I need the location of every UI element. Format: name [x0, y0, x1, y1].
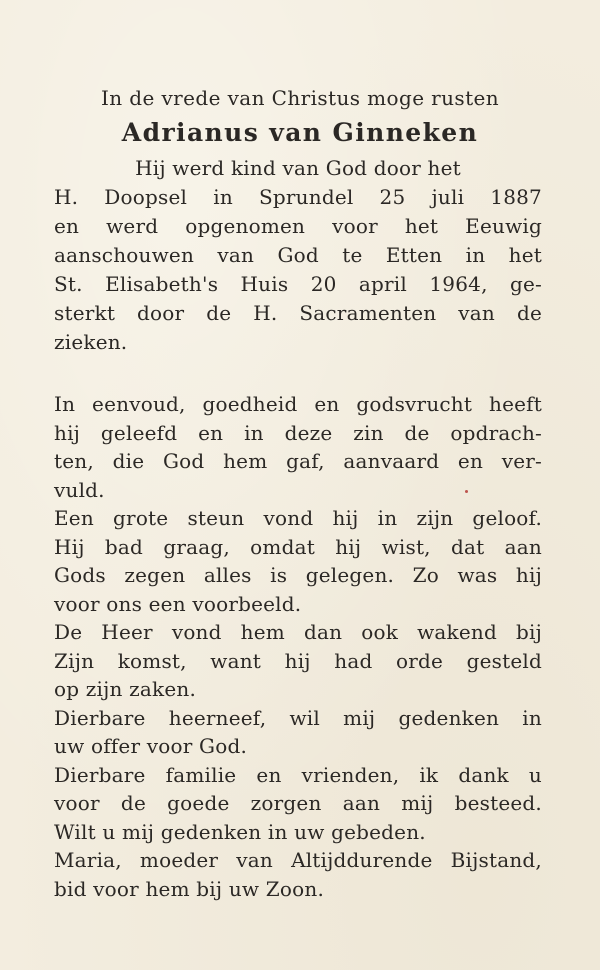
tribute-line: In eenvoud, goedheid en godsvrucht heeft	[54, 392, 542, 416]
tribute-line: Een grote steun vond hij in zijn geloof.	[54, 506, 542, 530]
bio-line: aanschouwen van God te Etten in het	[54, 243, 542, 267]
bio-line: sterkt door de H. Sacramenten van de	[54, 301, 542, 325]
tribute-line: Wilt u mij gedenken in uw gebeden.	[54, 819, 426, 844]
tribute-line: Maria, moeder van Altijddurende Bijstand,	[54, 848, 542, 872]
tribute-line: op zijn zaken.	[54, 677, 197, 701]
tribute-line: uw offer voor God.	[54, 734, 248, 758]
bio-line: St. Elisabeth's Huis 20 april 1964, ge-	[54, 272, 542, 296]
bio-line: en werd opgenomen voor het Eeuwig	[54, 214, 542, 238]
tribute-line: Gods zegen alles is gelegen. Zo was hij	[54, 563, 542, 587]
tribute-line: Dierbare heerneef, wil mij gedenken in	[54, 705, 542, 730]
tribute-line: Hij bad graag, omdat hij wist, dat aan	[54, 534, 542, 559]
opening-line: In de vrede van Christus moge rusten	[100, 86, 500, 110]
tribute-line: Zijn komst, want hij had orde gesteld	[54, 648, 542, 673]
tribute-line: voor ons een voorbeeld.	[54, 591, 302, 616]
tribute-text	[54, 390, 542, 903]
tribute-line: vuld.	[54, 477, 105, 502]
deceased-name: Adrianus van Ginneken	[121, 118, 479, 147]
bio-line: Hij werd kind van God door het	[135, 156, 461, 180]
biography-text	[54, 154, 542, 357]
ink-speck	[465, 490, 468, 493]
tribute-line: De Heer vond hem dan ook wakend bij	[54, 620, 542, 644]
bio-line: H. Doopsel in Sprundel 25 juli 1887	[54, 185, 542, 209]
tribute-line: hij geleefd en in deze zin de opdrach-	[54, 420, 542, 445]
tribute-line: bid voor hem bij uw Zoon.	[54, 876, 325, 901]
bio-line: zieken.	[54, 330, 128, 354]
tribute-line: voor de goede zorgen aan mij besteed.	[54, 791, 542, 815]
tribute-line: ten, die God hem gaf, aanvaard en ver-	[54, 449, 542, 473]
tribute-line: Dierbare familie en vrienden, ik dank u	[54, 762, 542, 787]
